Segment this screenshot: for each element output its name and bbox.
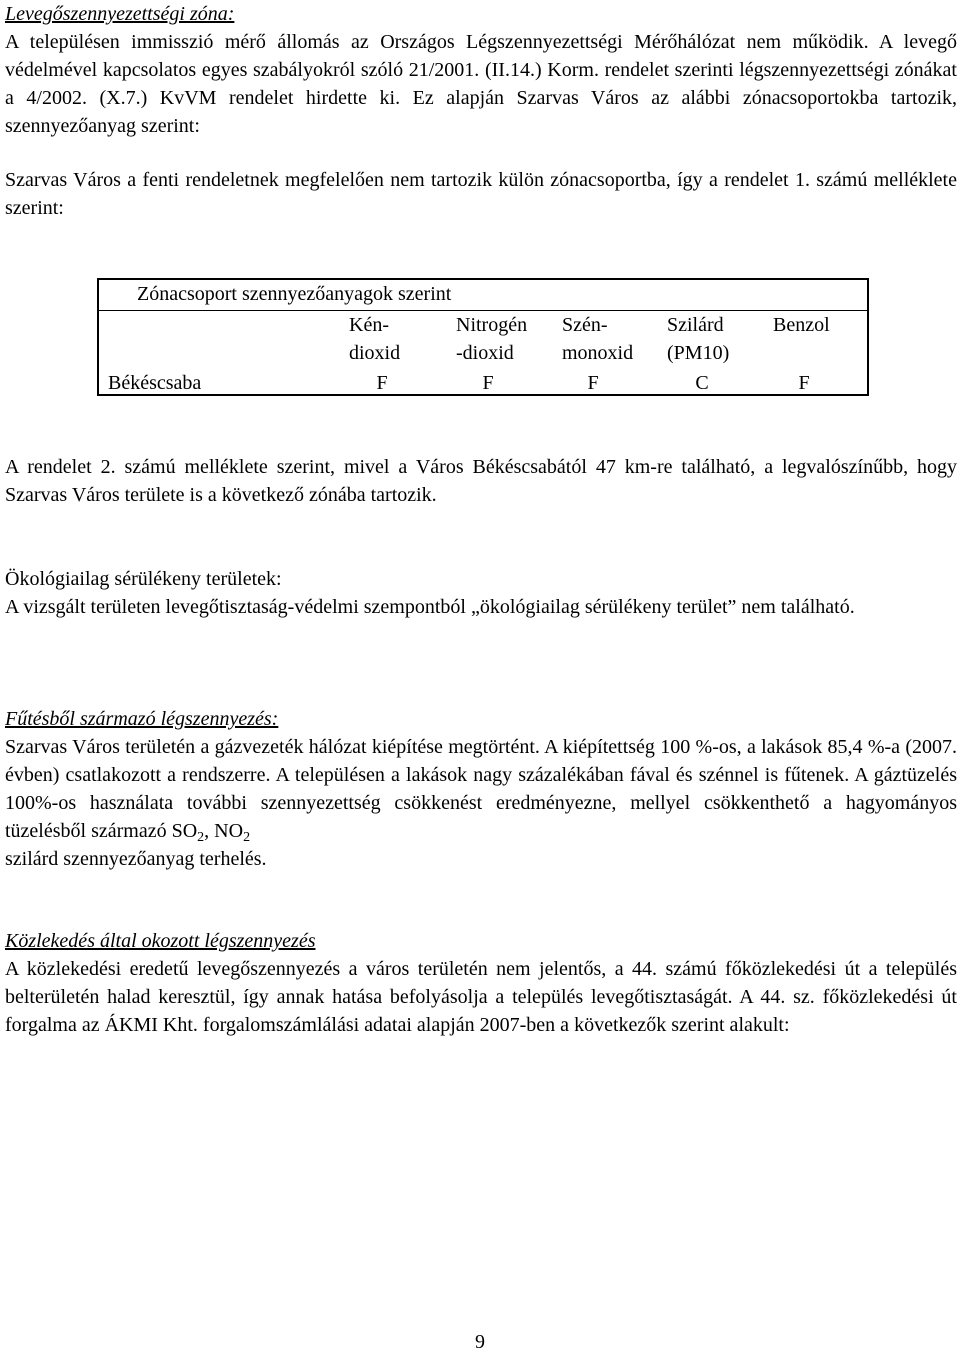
- air-zone-section-body: [5, 28, 957, 140]
- column-header-particulate-matter: Szilárd (PM10): [667, 314, 730, 364]
- traffic-paragraph: A közlekedési eredetű levegőszennyezés a város területén nem jelentős, a 44. számú főközlekedési út a település belterületén halad keresztül, így annak hatása befolyásolja a település levegőtisztaságát. A 44. sz. főközlekedési út forgalma az ÁKMI Kht. forgalomszámlálási adatai alapján 2007-ben a következők szerint alakult:: [5, 958, 957, 1036]
- column-header-benzene: Benzol: [773, 314, 830, 336]
- zone-group-table: [97, 278, 869, 396]
- column-header-carbon-monoxide: Szén- monoxid: [562, 314, 634, 364]
- air-zone-section-body-2: [5, 166, 957, 222]
- ecology-section-body: [5, 593, 957, 621]
- zone-note-section: [5, 453, 957, 509]
- ecology-section-heading: [5, 565, 957, 593]
- air-zone-section-heading: [5, 0, 957, 28]
- cell-sulfur-dioxide: F: [376, 372, 388, 394]
- no2-subscript: 2: [243, 830, 251, 845]
- heating-section-body: [5, 733, 957, 873]
- heating-paragraph: Szarvas Város területén a gázvezeték hálózat kiépítése megtörtént. A kiépítettség 100 %-os, a lakások 85,4 %-a (2007. évben) csatlakozott a rendszerre. A településen a lakások nagy százalékában fával és szénnel is fűtenek. A gáztüzelés 100%-os használata további szennyezettség csökkenést eredményezne, mellyel csökkenthető a hagyományos tüzelésből származó $SO_2$, $NO_2$: [5, 736, 957, 845]
- air-zone-paragraph-2: Szarvas Város a fenti rendeletnek megfelelően nem tartozik külön zónacsoportba, így a rendelet 1. számú melléklete szerint:: [5, 169, 957, 219]
- traffic-heading: Közlekedés által okozott légszennyezés: [5, 930, 316, 952]
- page-number: 9: [475, 1331, 485, 1353]
- traffic-section-body: [5, 955, 957, 1039]
- row-label-bekescsaba: Békéscsaba: [108, 372, 202, 394]
- cell-carbon-monoxide: F: [587, 372, 599, 394]
- cell-particulate-matter: C: [695, 372, 709, 394]
- air-zone-paragraph-1: A településen immisszió mérő állomás az Országos Légszennyezettségi Mérőhálózat nem működik. A levegő védelmével kapcsolatos egyes szabályokról szóló 21/2001. (II.14.) Korm. rendelet szerinti légszennyezettségi zónákat a 4/2002. (X.7.) KvVM rendelet hirdette ki. Ez alapján Szarvas Város az alábbi zónacsoportokba tartozik, szennyezőanyag szerint:: [5, 31, 957, 137]
- heating-paragraph-end: szilárd szennyezőanyag terhelés.: [5, 848, 267, 870]
- column-header-sulfur-dioxide: Kén- dioxid: [349, 314, 401, 364]
- heating-heading: Fűtésből származó légszennyezés:: [5, 708, 279, 730]
- ecology-paragraph: A vizsgált területen levegőtisztaság-védelmi szempontból „ökológiailag sérülékeny terület” nem található.: [5, 596, 855, 618]
- column-header-nitrogen-dioxide: Nitrogén -dioxid: [456, 314, 528, 364]
- zone-table-title: Zónacsoport szennyezőanyagok szerint: [137, 283, 452, 305]
- air-zone-heading: Levegőszennyezettségi zóna:: [5, 3, 235, 25]
- heating-section-heading: [5, 705, 957, 733]
- so2-subscript: 2: [197, 830, 205, 845]
- ecology-heading: Ökológiailag sérülékeny területek:: [5, 568, 282, 590]
- cell-benzene: F: [798, 372, 810, 394]
- cell-nitrogen-dioxide: F: [482, 372, 494, 394]
- traffic-section-heading: [5, 927, 957, 955]
- zone-note-paragraph: A rendelet 2. számú melléklete szerint, mivel a Város Békéscsabától 47 km-re található, a legvalószínűbb, hogy Szarvas Város területe is a következő zónába tartozik.: [5, 456, 957, 506]
